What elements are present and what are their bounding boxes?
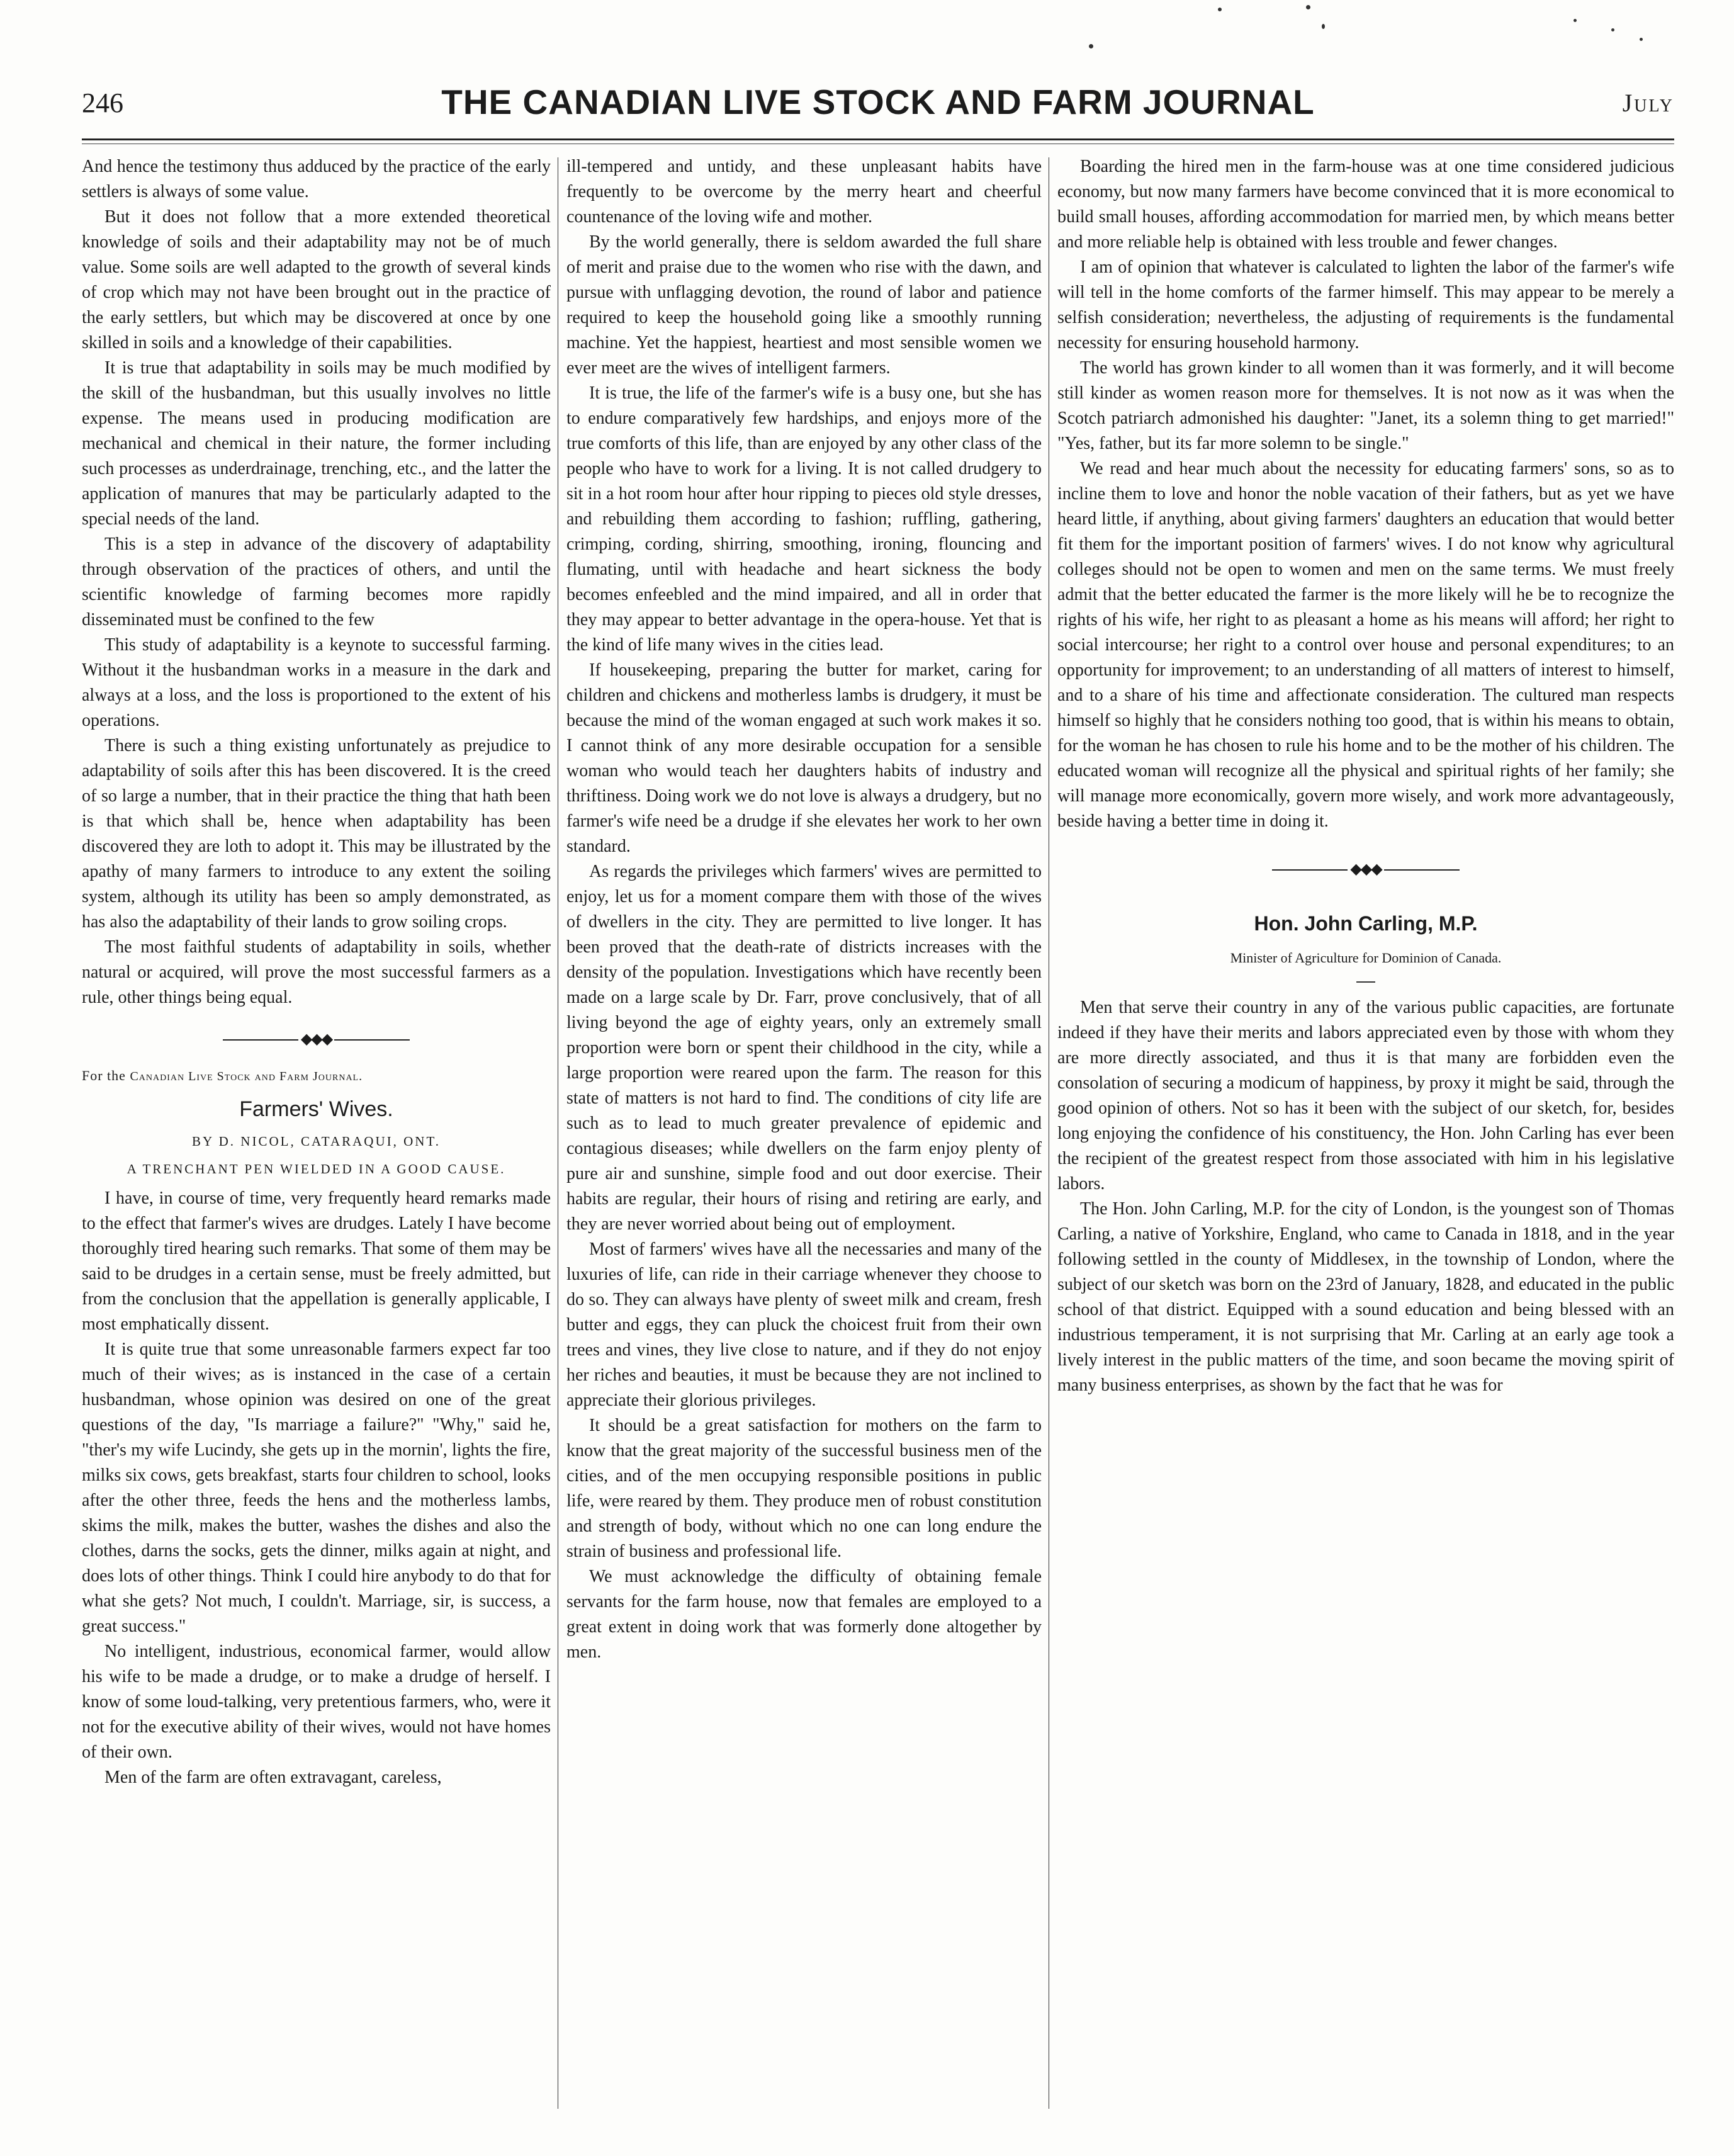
paragraph: And hence the testimony thus adduced by the practice of the early settlers is always of some value. [82, 157, 551, 201]
paragraph: The most faithful students of adaptability in soils, whether natural or acquired, will prove the most successful farmers as a rule, other things being equal. [82, 937, 551, 1007]
print-speck [1574, 19, 1577, 22]
paragraph: We read and hear much about the necessity for educating farmers' sons, so as to incline them to love and honor the noble vacation of their fathers, but as yet we have heard little, if anything, about giving farmers' daughters an education that would better fit them for the important position of farmers' wives. I do not know why agricultural colleges should not be open to women and men on the same terms. We must freely admit that the better educated the farmer is the more likely will he be to recognize the rights of his wife, her right to as pleasant a home as his means will afford; her right to social intercourse; her right to a control over house and personal expenditures; to an opportunity for improvement; to an understanding of all matters of interest to himself, and to a share of his time and affectionate consideration. The cultured man respects himself so highly that he considers nothing too good, that is within his means to obtain, for the woman he has chosen to rule his home and to be the mother of his children. The educated woman will recognize all the physical and spiritual rights of her family; she will manage more economically, govern more wisely, and work more advantageously, beside having a better time in doing it. [1057, 459, 1674, 831]
print-speck [1640, 38, 1643, 41]
journal-title: THE CANADIAN LIVE STOCK AND FARM JOURNAL [441, 82, 1315, 121]
paragraph: ill-tempered and untidy, and these unpleasant habits have frequently to be overcome by the merry heart and cheerful countenance of the loving wife and mother. [566, 157, 1042, 227]
paragraph: As regards the privileges which farmers' wives are permitted to enjoy, let us for a moment compare them with those of the wives of dwellers in the city. They are permitted to live longer. It has been proved that the death-rate of districts increases with the density of the population. Investigations which have recently been made on a large scale by Dr. Farr, prove conclusively, that of all living beyond the age of eighty years, only an extremely small proportion were born or spent their childhood in the city, while a large proportion were reared upon the farm. The reason for this state of matters is not hard to find. The conditions of city life are such as to lead to much greater prevalence of epidemic and contagious diseases; while dwellers on the farm enjoy plenty of pure air and sunshine, simple food and out door exercise. Their habits are regular, their hours of rising and retiring are early, and they are never worried about being out of employment. [566, 862, 1042, 1234]
print-speck [1306, 5, 1310, 9]
paragraph: I have, in course of time, very frequently heard remarks made to the effect that farmer's wives are drudges. Lately I have become thoroughly tired hearing such remarks. That some of them may be said to be drudges in a certain sense, must be freely admitted, but from the conclusion that the appellation is generally applicable, I most emphatically dissent. [82, 1188, 551, 1334]
print-speck [1218, 8, 1222, 11]
paragraph: No intelligent, industrious, economical farmer, would allow his wife to be made a drudge, or to make a drudge of herself. I know of some loud-talking, very pretentious farmers, who, were it not for the executive ability of their wives, would not have homes of their own. [82, 1642, 551, 1762]
paragraph: By the world generally, there is seldom awarded the full share of merit and praise due to the women who rise with the dawn, and pursue with unflagging devotion, the round of labor and patience required to keep the household going like a smoothly running machine. Yet the happiest, heartiest and most sensible women we ever meet are the wives of intelligent farmers. [566, 232, 1042, 378]
title-dash [1057, 971, 1674, 984]
article-title: Hon. John Carling, M.P. [1254, 912, 1478, 935]
paragraph: Most of farmers' wives have all the necessaries and many of the luxuries of life, can ride in their carriage whenever they choose to do so. They can always have plenty of sweet milk and cream, fresh butter and eggs, they can pluck the choicest fruit from their own trees and vines, they live close to nature, and if they do not enjoy her riches and beauties, it must be because they are not inclined to appreciate their glorious privileges. [566, 1239, 1042, 1410]
paragraph: Men of the farm are often extravagant, careless, [104, 1768, 442, 1787]
column-2 [566, 154, 1042, 2112]
paragraph: Men that serve their country in any of the various public capacities, are fortunate indeed if they have their merits and labors appreciated even by those with whom they are more directly associated, and thus it is that many are forbidden even the consolation of securing a modicum of happiness, by proxy it might be said, through the good opinion of others. Not so has it been with the subject of our sketch, for, besides long enjoying the confidence of his constituency, the Hon. John Carling has ever been the recipient of the greatest respect from those associated with him in his legislative labors. [1057, 998, 1674, 1194]
article-source [82, 1063, 551, 1089]
header-rule [82, 138, 1674, 140]
issue-month: July [1622, 89, 1674, 117]
section-ornament: ◆◆◆ [1057, 862, 1674, 877]
column-1 [82, 154, 551, 2112]
paragraph: This is a step in advance of the discovery of adaptability through observation of the practices of others, and until the scientific knowledge of farming becomes more rapidly disseminated must be confined to the few [82, 534, 551, 629]
article-subtitle: Minister of Agriculture for Dominion of Canada. [1230, 950, 1502, 966]
paragraph: It should be a great satisfaction for mothers on the farm to know that the great majority of the successful business men of the cities, and of the men occupying responsible positions in public life, were reared by them. They produce men of robust constitution and strength of body, without which no one can long endure the strain of business and professional life. [566, 1416, 1042, 1561]
print-speck [1322, 24, 1325, 29]
section-ornament: ◆◆◆ [82, 1032, 551, 1047]
paragraph: There is such a thing existing unfortunately as prejudice to adaptability of soils after this has been discovered. It is the creed of so large a number, that in their practice the thing that hath been is that which shall be, hence when adaptability has been discovered they are loth to adopt it. This may be illustrated by the apathy of many farmers to introduce to any extent the soiling system, although its utility has been so amply demonstrated, as has also the adaptability of their lands to grow soiling crops. [82, 736, 551, 932]
paragraph: Boarding the hired men in the farm-house was at one time considered judicious economy, but now many farmers have become convinced that it is more economical to build small houses, affording accommodation for married men, by which means better and more reliable help is obtained with less trouble and fewer changes. [1057, 157, 1674, 252]
paragraph: It is true that adaptability in soils may be much modified by the skill of the husbandman, but this usually involves no little expense. The means used in producing modification are mechanical and chemical in their nature, the former including such processes as underdrainage, trenching, etc., and the latter the application of manures that may be particularly adapted to the special needs of the land. [82, 358, 551, 529]
paragraph: If housekeeping, preparing the butter for market, caring for children and chickens and motherless lambs is drudgery, it must be because the mind of the woman engaged at such work makes it so. I cannot think of any more desirable occupation for a sensible woman who would teach her daughters habits of industry and thriftiness. Doing work we do not love is always a drudgery, but no farmer's wife need be a drudge if she elevates her work to her own standard. [566, 660, 1042, 856]
print-speck [1611, 28, 1614, 31]
source-name: Canadian Live Stock and Farm Journal. [130, 1070, 363, 1083]
paragraph: I am of opinion that whatever is calculated to lighten the labor of the farmer's wife will tell in the home comforts of the farmer himself. This may appear to be merely a selfish consideration; nevertheless, the adjusting of requirements is the fundamental necessity for ensuring household harmony. [1057, 257, 1674, 353]
article-author: BY D. NICOL, CATARAQUI, ONT. [192, 1134, 441, 1149]
source-prefix: For the [82, 1068, 126, 1083]
paragraph: It is true, the life of the farmer's wife is a busy one, but she has to endure comparatively few hardships, and enjoys more of the true comforts of this life, than are enjoyed by any other class of the people who have to work for a living. It is not called drudgery to sit in a hot room hour after hour ripping to pieces old style dresses, and rebuilding them according to fashion; ruffling, gathering, crimping, cording, shirring, smoothing, ironing, flouncing and flumating, until with headache and heart sickness the body becomes enfeebled and the mind impaired, and all in order that they may appear to better advantage in the opera-house. Yet that is the kind of life many wives in the cities lead. [566, 383, 1042, 655]
page-header [82, 82, 1674, 132]
paragraph: The Hon. John Carling, M.P. for the city of London, is the youngest son of Thomas Carling, a native of Yorkshire, England, who came to Canada in 1818, and in the year following settled in the county of Middlesex, in the township of London, where the subject of our sketch was born on the 23rd of January, 1828, and educated in the public school of that district. Equipped with a sound education and being blessed with an industrious temperament, it is not surprising that Mr. Carling at an early age took a lively interest in the public matters of the time, and soon became the moving spirit of many business enterprises, as shown by the fact that he was for [1057, 1199, 1674, 1395]
article-title: Farmers' Wives. [239, 1097, 393, 1121]
paragraph: We must acknowledge the difficulty of obtaining female servants for the farm house, now that females are employed to a great extent in doing work that was formerly done altogether by men. [566, 1567, 1042, 1662]
paragraph: The world has grown kinder to all women than it was formerly, and it will become still kinder as women reason more for themselves. It is not now as it was when the Scotch patriarch admonished his daughter: "Janet, its a solemn thing to get married!" "Yes, father, but its far more solemn to be single." [1057, 358, 1674, 453]
paragraph: It is quite true that some unreasonable farmers expect far too much of their wives; as is instanced in the case of a certain husbandman, whose opinion was desired on one of the great questions of the day, "Is marriage a failure?" "Why," said he, "ther's my wife Lucindy, she gets up in the mornin', lights the fire, milks six cows, gets breakfast, starts four children to school, looks after the other three, feeds the hens and the motherless lambs, skims the milk, makes the butter, washes the dishes and also the clothes, darns the socks, gets the dinner, milks again at night, and does lots of other things. Think I could hire anybody to do that for what she gets? Not much, I couldn't. Marriage, sir, is success, a great success." [82, 1340, 551, 1636]
print-speck [1089, 44, 1093, 48]
column-3 [1057, 154, 1674, 2112]
page-number: 246 [82, 87, 123, 118]
paragraph: But it does not follow that a more extended theoretical knowledge of soils and their adaptability may not be of much value. Some soils are well adapted to the growth of several kinds of crop which may not have been brought out in the practice of the early settlers, but which may be discovered at once by one skilled in soils and a knowledge of their capabilities. [82, 207, 551, 353]
article-subhead: A TRENCHANT PEN WIELDED IN A GOOD CAUSE. [127, 1161, 506, 1177]
paragraph: This study of adaptability is a keynote to successful farming. Without it the husbandman works in a measure in the dark and always at a loss, and the loss is proportioned to the extent of his operations. [82, 635, 551, 730]
